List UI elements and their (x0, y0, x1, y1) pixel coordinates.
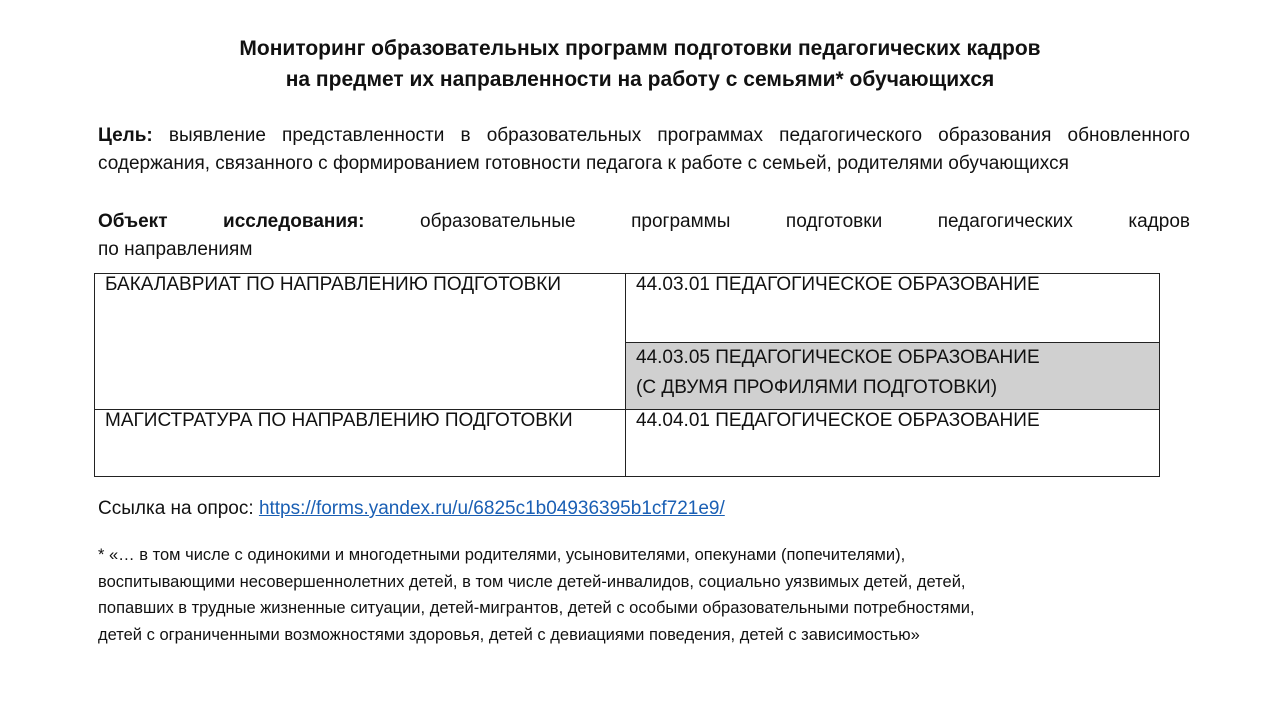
bachelor-program-1: 44.03.01 ПЕДАГОГИЧЕСКОЕ ОБРАЗОВАНИЕ (636, 274, 1040, 295)
master-program-1: 44.04.01 ПЕДАГОГИЧЕСКОЕ ОБРАЗОВАНИЕ (636, 410, 1040, 431)
page-title (0, 33, 1280, 95)
object-label: Объект исследования: (98, 211, 365, 232)
bachelor-program-2-line-2: (С ДВУМЯ ПРОФИЛЯМИ ПОДГОТОВКИ) (636, 377, 998, 398)
goal-label: Цель: (98, 125, 153, 146)
goal-text: выявление представленности в образовательных программах педагогического образования обновленного содержания, связанного с формированием готовности педагога к работе с семьей, родителями обучающихся (98, 125, 1190, 174)
object-text-line-2: по направлениям (98, 239, 253, 260)
table-row (95, 274, 1160, 343)
footnote-line-2: воспитывающими несовершеннолетних детей, в том числе детей-инвалидов, социально уязвимых детей, детей, (98, 572, 966, 591)
bachelor-label-cell (95, 274, 626, 410)
object-paragraph (98, 208, 1190, 264)
master-program-cell-1 (626, 410, 1160, 477)
bachelor-label: БАКАЛАВРИАТ ПО НАПРАВЛЕНИЮ ПОДГОТОВКИ (105, 274, 561, 295)
survey-label: Ссылка на опрос: (98, 498, 259, 519)
footnote (98, 542, 1198, 648)
bachelor-program-2-line-1: 44.03.05 ПЕДАГОГИЧЕСКОЕ ОБРАЗОВАНИЕ (636, 347, 1040, 368)
survey-link-line (98, 495, 725, 523)
survey-link[interactable]: https://forms.yandex.ru/u/6825c1b04936395b1cf721e9/ (258, 498, 725, 519)
master-label: МАГИСТРАТУРА ПО НАПРАВЛЕНИЮ ПОДГОТОВКИ (105, 410, 573, 431)
master-label-cell (95, 410, 626, 477)
object-text-line-1: образовательные программы подготовки педагогических кадров (364, 211, 1190, 232)
footnote-line-4: детей с ограниченными возможностями здоровья, детей с девиациями поведения, детей с зависимостью» (98, 625, 920, 644)
programs-table (94, 273, 1160, 477)
title-line-2: на предмет их направленности на работу с семьями* обучающихся (285, 68, 995, 91)
table-row (95, 410, 1160, 477)
bachelor-program-cell-1 (626, 274, 1160, 343)
footnote-line-1: * «… в том числе с одинокими и многодетными родителями, усыновителями, опекунами (попечителями), (98, 546, 906, 564)
footnote-line-3: попавших в трудные жизненные ситуации, детей-мигрантов, детей с особыми образовательными потребностями, (98, 599, 975, 617)
goal-paragraph (98, 122, 1190, 178)
object-line-1 (98, 208, 1190, 236)
title-line-1: Мониторинг образовательных программ подготовки педагогических кадров (239, 37, 1041, 60)
bachelor-program-cell-2 (626, 343, 1160, 410)
